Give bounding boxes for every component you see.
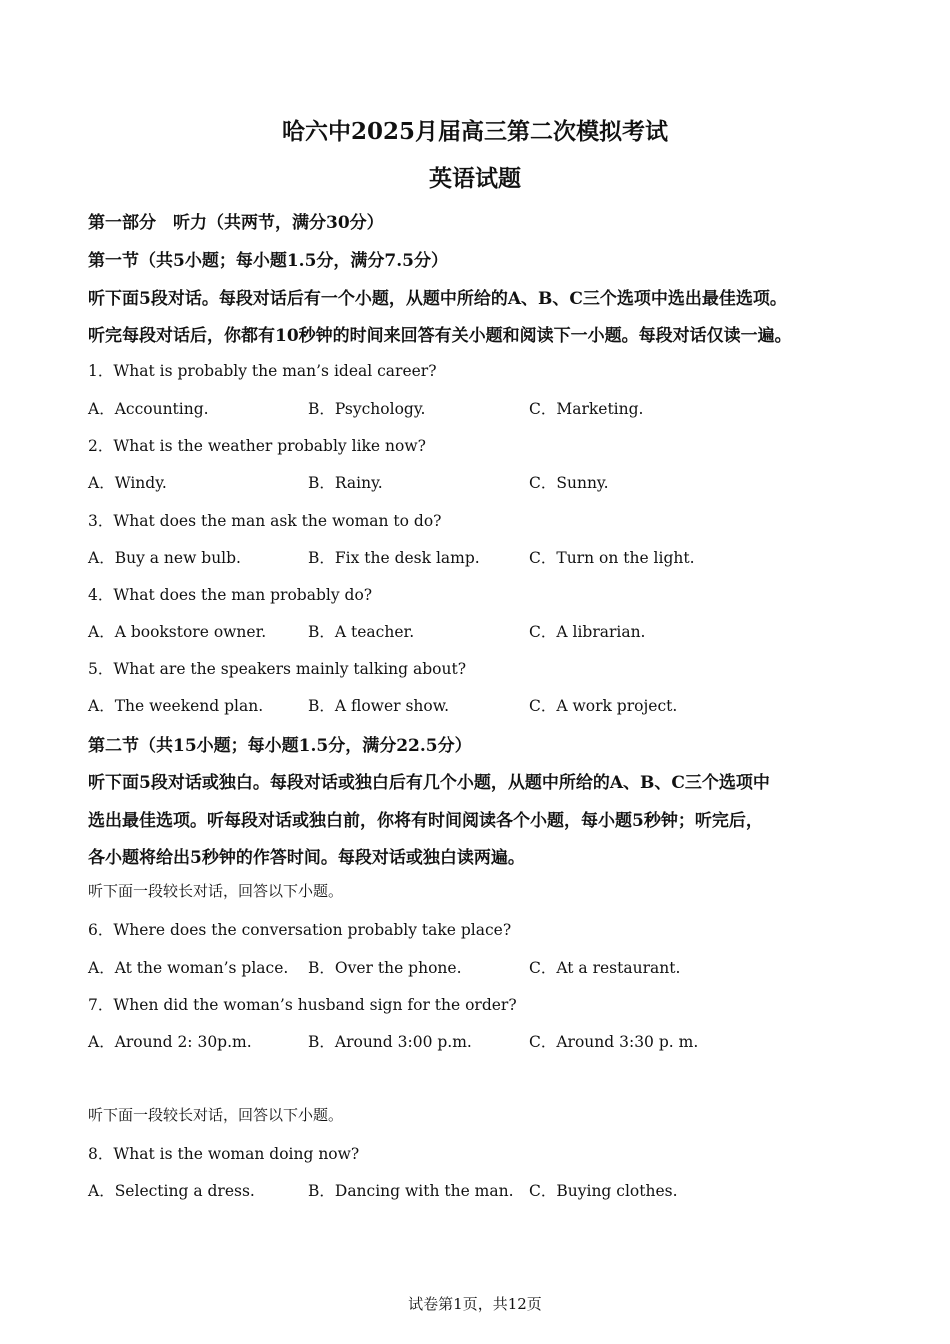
- section1-heading: 第一节（共5小题；每小题1.5分，满分7.5分）: [88, 251, 448, 271]
- option-a: A．Selecting a dress.: [88, 1182, 255, 1200]
- section2-instruction: 选出最佳选项。听每段对话或独白前，你将有时间阅读各个小题，每小题5秒钟；听完后，: [88, 811, 763, 831]
- part1-heading: 第一部分 听力（共两节，满分30分）: [88, 213, 384, 233]
- option-b: B．Around 3:00 p.m.: [308, 1033, 472, 1051]
- option-c: C．A librarian.: [529, 623, 646, 641]
- section1-instruction: 听完每段对话后，你都有10秒钟的时间来回答有关小题和阅读下一小题。每段对话仅读一遍。: [88, 326, 792, 346]
- section2-instruction: 听下面5段对话或独白。每段对话或独白后有几个小题，从题中所给的A、B、C三个选项中: [88, 773, 770, 793]
- option-b: B．Fix the desk lamp.: [308, 549, 480, 567]
- question-text: 8．What is the woman doing now?: [88, 1145, 360, 1163]
- option-c: C．Sunny.: [529, 474, 609, 492]
- question-text: 6．Where does the conversation probably take place?: [88, 921, 512, 939]
- option-c: C．Around 3:30 p. m.: [529, 1033, 699, 1051]
- option-a: A．Windy.: [88, 474, 167, 492]
- question-text: 1．What is probably the man’s ideal career?: [88, 362, 437, 380]
- listening-note: 听下面一段较长对话，回答以下小题。: [88, 1106, 344, 1124]
- question-text: 7．When did the woman’s husband sign for the order?: [88, 996, 517, 1014]
- option-b: B．A teacher.: [308, 623, 415, 641]
- option-c: C．At a restaurant.: [529, 959, 681, 977]
- page-footer: 试卷第1页，共12页: [408, 1295, 542, 1313]
- option-b: B．A flower show.: [308, 697, 450, 715]
- option-b: B．Over the phone.: [308, 959, 462, 977]
- section2-instruction: 各小题将给出5秒钟的作答时间。每段对话或独白读两遍。: [88, 848, 525, 868]
- question-text: 3．What does the man ask the woman to do?: [88, 512, 442, 530]
- option-a: A．A bookstore owner.: [88, 623, 267, 641]
- option-a: A．Around 2: 30p.m.: [88, 1033, 252, 1051]
- option-b: B．Rainy.: [308, 474, 383, 492]
- section1-instruction: 听下面5段对话。每段对话后有一个小题，从题中所给的A、B、C三个选项中选出最佳选项。: [88, 289, 787, 309]
- option-c: C．Marketing.: [529, 400, 644, 418]
- option-c: C．Buying clothes.: [529, 1182, 678, 1200]
- option-b: B．Dancing with the man.: [308, 1182, 514, 1200]
- exam-title: 哈六中2025月届高三第二次模拟考试: [281, 118, 668, 145]
- question-text: 4．What does the man probably do?: [88, 586, 373, 604]
- option-c: C．A work project.: [529, 697, 678, 715]
- exam-subtitle: 英语试题: [429, 165, 521, 192]
- option-a: A．The weekend plan.: [88, 697, 264, 715]
- listening-note: 听下面一段较长对话，回答以下小题。: [88, 882, 344, 900]
- option-a: A．At the woman’s place.: [88, 959, 289, 977]
- question-text: 5．What are the speakers mainly talking about?: [88, 660, 467, 678]
- option-b: B．Psychology.: [308, 400, 426, 418]
- section2-heading: 第二节（共15小题；每小题1.5分，满分22.5分）: [88, 736, 472, 756]
- option-a: A．Accounting.: [88, 400, 209, 418]
- question-text: 2．What is the weather probably like now?: [88, 437, 426, 455]
- option-a: A．Buy a new bulb.: [88, 549, 241, 567]
- option-c: C．Turn on the light.: [529, 549, 695, 567]
